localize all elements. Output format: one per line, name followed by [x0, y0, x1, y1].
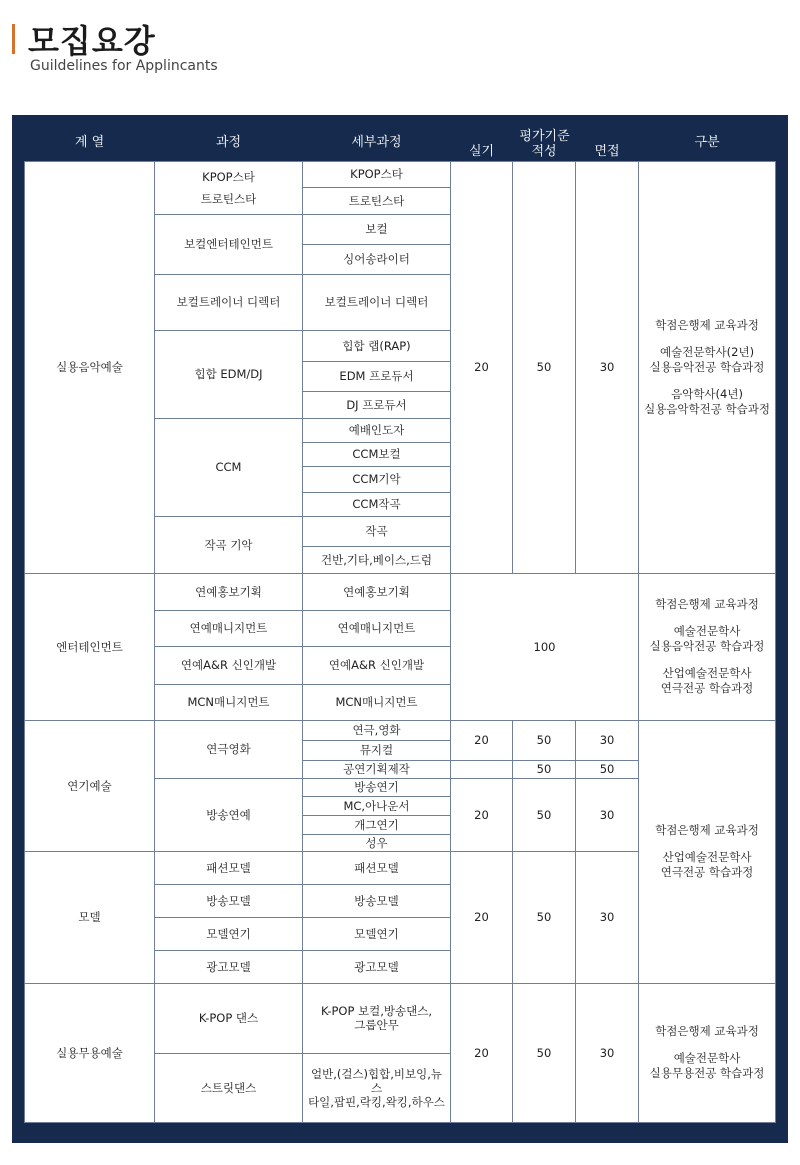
course-theater: 연극영화: [155, 720, 303, 778]
header-practical: 실기: [451, 144, 513, 161]
detail-dj: DJ 프로듀서: [303, 391, 451, 418]
course-cell: [155, 161, 303, 214]
acting-a-aptitude: 50: [513, 720, 576, 760]
detail-broadcast-acting: 방송연기: [303, 778, 451, 796]
category-entertainment: 엔터테인먼트: [25, 573, 155, 720]
detail-manage: 연예매니지먼트: [303, 610, 451, 646]
header-aptitude: 적성: [513, 144, 576, 161]
dance-division: [639, 983, 776, 1122]
detail-model-acting: 모델연기: [303, 917, 451, 950]
detail-trainer: 보컬트레이너 디렉터: [303, 274, 451, 330]
detail-worship: 예배인도자: [303, 418, 451, 442]
entertainment-division: [639, 573, 776, 720]
division-line: 연극전공 학습과정: [660, 681, 754, 695]
detail-anr: 연예A&R 신인개발: [303, 646, 451, 684]
detail-inst: 건반,기타,베이스,드럼: [303, 546, 451, 573]
detail-line: 얼반,(걸스)힙합,비보잉,뉴스: [310, 1066, 443, 1095]
detail-mc: MC,아나운서: [303, 796, 451, 815]
detail-kpop: KPOP스타: [303, 161, 451, 187]
page-title: 모집요강: [28, 22, 156, 60]
course-broadcast: 방송연예: [155, 778, 303, 851]
course-broadcast-model: 방송모델: [155, 884, 303, 917]
detail-line: K-POP 보컬,방송댄스,: [320, 1004, 433, 1018]
division-line: 예술전문학사: [673, 1051, 741, 1065]
category-dance: 실용무용예술: [25, 983, 155, 1122]
detail-comp: 작곡: [303, 516, 451, 546]
acting-b-aptitude: 50: [513, 760, 576, 778]
division-line: 학점은행제 교육과정: [655, 823, 759, 837]
course-anr: 연예A&R 신인개발: [155, 646, 303, 684]
detail-trot: 트로틴스타: [303, 187, 451, 214]
header-eval: 평가기준: [451, 126, 639, 144]
detail-line: 타일,팝핀,락킹,왁킹,하우스: [308, 1094, 445, 1109]
acting-b-interview: 50: [576, 760, 639, 778]
header-category: 계 열: [25, 126, 155, 161]
music-division: [639, 161, 776, 573]
category-model: 모델: [25, 851, 155, 983]
category-music: 실용음악예술: [25, 161, 155, 573]
detail-fashion: 패션모델: [303, 851, 451, 884]
division-line: 실용음악전공 학습과정: [649, 639, 765, 653]
model-interview: 30: [576, 851, 639, 983]
detail-edm: EDM 프로듀서: [303, 361, 451, 391]
music-aptitude: 50: [513, 161, 576, 573]
detail-street-dance: [303, 1053, 451, 1122]
detail-line: 그룹안무: [354, 1018, 399, 1032]
acting-division: [639, 720, 776, 983]
header-division: 구분: [639, 126, 776, 161]
acting-a-practical: 20: [451, 720, 513, 760]
division-line: 학점은행제 교육과정: [655, 597, 759, 611]
guidelines-table: [24, 126, 776, 1123]
course-ccm: CCM: [155, 418, 303, 516]
course-pr: 연예홍보기획: [155, 573, 303, 610]
entertainment-aptitude: 100: [451, 573, 639, 720]
detail-vocal: 보컬: [303, 214, 451, 244]
division-line: 실용무용전공 학습과정: [649, 1066, 765, 1080]
header-course: 과정: [155, 126, 303, 161]
course-model-acting: 모델연기: [155, 917, 303, 950]
course-manage: 연예매니지먼트: [155, 610, 303, 646]
detail-mcn: MCN매니지먼트: [303, 684, 451, 720]
detail-gag: 개그연기: [303, 815, 451, 834]
course-trainer: 보컬트레이너 디렉터: [155, 274, 303, 330]
music-interview: 30: [576, 161, 639, 573]
detail-voice: 성우: [303, 834, 451, 851]
detail-ccm-comp: CCM작곡: [303, 492, 451, 516]
course-street-dance: 스트릿댄스: [155, 1053, 303, 1122]
detail-singer: 싱어송라이터: [303, 244, 451, 274]
header-interview: 면접: [576, 144, 639, 161]
course-hiphop: 힙합 EDM/DJ: [155, 330, 303, 418]
detail-pr: 연예홍보기획: [303, 573, 451, 610]
detail-production: 공연기획제작: [303, 760, 451, 778]
detail-ccm-vocal: CCM보컬: [303, 442, 451, 466]
page-subtitle: Guildelines for Applincants: [30, 58, 218, 74]
detail-ccm-inst: CCM기악: [303, 466, 451, 492]
model-practical: 20: [451, 851, 513, 983]
division-line: 연극전공 학습과정: [660, 865, 754, 879]
course-trot: 트로틴스타: [200, 191, 257, 206]
acting-c-interview: 30: [576, 778, 639, 851]
division-line: 실용음악전공 학습과정: [649, 359, 765, 374]
division-line: 산업예술전문학사: [662, 666, 752, 680]
division-line: 예술전문학사(2년): [660, 344, 755, 359]
title-accent-bar: [12, 24, 15, 54]
division-line: 예술전문학사: [673, 624, 741, 638]
division-line: 음악학사(4년): [671, 386, 743, 401]
detail-kpop-dance: [303, 983, 451, 1053]
division-line: 실용음악학전공 학습과정: [644, 401, 770, 416]
acting-c-practical: 20: [451, 778, 513, 851]
category-acting: 연기예술: [25, 720, 155, 851]
division-line: 학점은행제 교육과정: [655, 317, 759, 332]
acting-a-interview: 30: [576, 720, 639, 760]
detail-rap: 힙합 랩(RAP): [303, 330, 451, 361]
acting-c-aptitude: 50: [513, 778, 576, 851]
detail-musical: 뮤지컬: [303, 740, 451, 760]
dance-practical: 20: [451, 983, 513, 1122]
acting-b-practical-empty: [451, 760, 513, 778]
detail-broadcast-model: 방송모델: [303, 884, 451, 917]
detail-ad-model: 광고모델: [303, 950, 451, 983]
course-compose: 작곡 기악: [155, 516, 303, 573]
division-line: 산업예술전문학사: [662, 850, 752, 864]
dance-aptitude: 50: [513, 983, 576, 1122]
course-fashion: 패션모델: [155, 851, 303, 884]
detail-theater-film: 연극,영화: [303, 720, 451, 740]
model-aptitude: 50: [513, 851, 576, 983]
course-kpop-dance: K-POP 댄스: [155, 983, 303, 1053]
course-ad-model: 광고모델: [155, 950, 303, 983]
division-line: 학점은행제 교육과정: [655, 1024, 759, 1038]
dance-interview: 30: [576, 983, 639, 1122]
header-detail: 세부과정: [303, 126, 451, 161]
music-practical: 20: [451, 161, 513, 573]
course-kpop: KPOP스타: [202, 169, 255, 184]
course-vocal-ent: 보컬엔터테인먼트: [155, 214, 303, 274]
course-mcn: MCN매니지먼트: [155, 684, 303, 720]
